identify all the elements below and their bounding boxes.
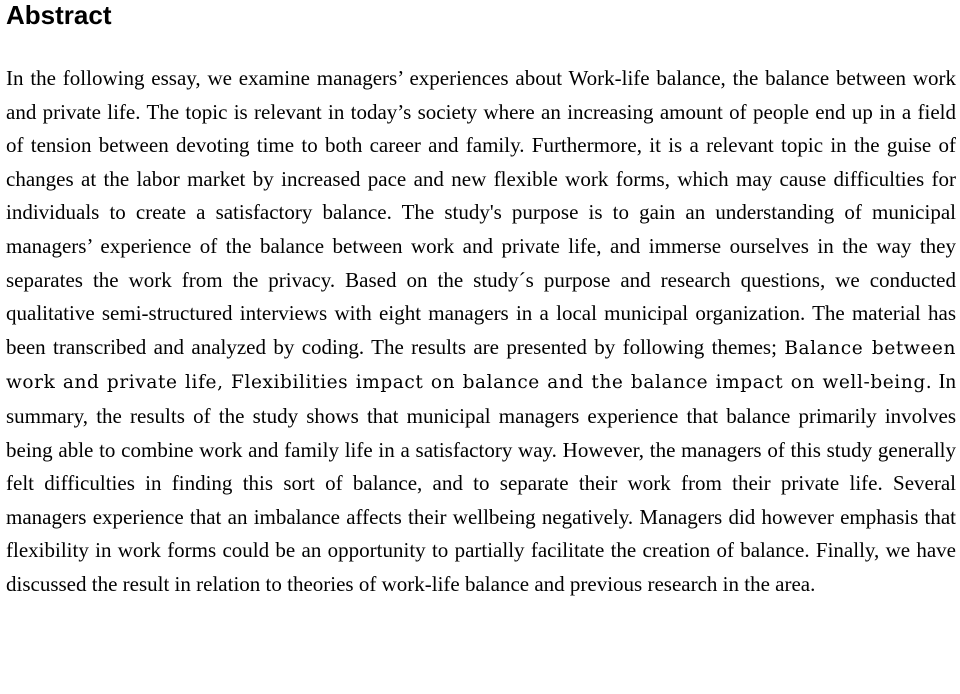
abstract-heading: Abstract bbox=[6, 0, 112, 30]
abstract-paragraph bbox=[6, 62, 956, 602]
abstract-themes: Balance between work and private life, Flexibilities impact on balance and the balance impact on well-being. bbox=[6, 337, 956, 394]
abstract-text-part-1: In the following essay, we examine managers’ experiences about Work-life balance, the balance between work and private life. The topic is relevant in today’s society where an increasing amount of people end up in a field of tension between devoting time to both career and family. Furthermore, it is a relevant topic in the guise of changes at the labor market by increased pace and new flexible work forms, which may cause difficulties for individuals to create a satisfactory balance. The study's purpose is to gain an understanding of municipal managers’ experience of the balance between work and private life, and immerse ourselves in the way they separates the work from the privacy. Based on the study´s purpose and research questions, we conducted qualitative semi-structured interviews with eight managers in a local municipal organization. The material has been transcribed and analyzed by coding. The results are presented by following themes; bbox=[6, 66, 956, 359]
abstract-text-part-2: In summary, the results of the study shows that municipal managers experience that balance primarily involves being able to combine work and family life in a satisfactory way. However, the managers of this study generally felt difficulties in finding this sort of balance, and to separate their work from their private life. Several managers experience that an imbalance affects their wellbeing negatively. Managers did however emphasis that flexibility in work forms could be an opportunity to partially facilitate the creation of balance. Finally, we have discussed the result in relation to theories of work-life balance and previous research in the area. bbox=[6, 369, 956, 596]
